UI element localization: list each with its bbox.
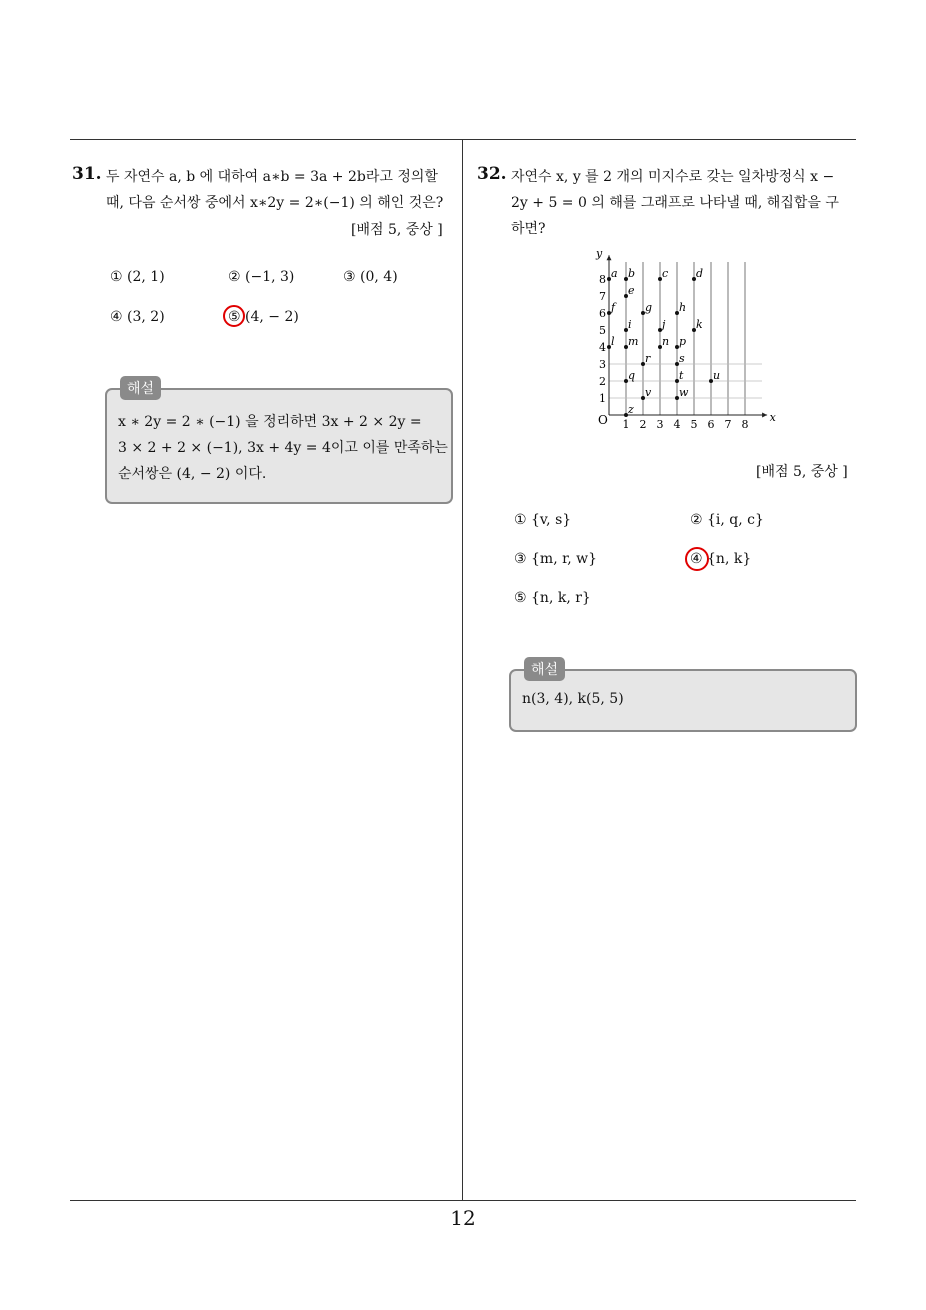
- choice-text: {v, s}: [531, 512, 572, 528]
- point-label-m: m: [628, 335, 639, 348]
- point-label-w: w: [679, 386, 689, 399]
- x-tick-label: 4: [673, 418, 681, 431]
- choice-text: {m, r, w}: [531, 551, 598, 567]
- choice-text: {n, k}: [707, 551, 752, 567]
- choice-text: (4, − 2): [245, 309, 299, 325]
- y-tick-label: 8: [599, 273, 606, 286]
- choice-mark: ③: [343, 269, 356, 285]
- x-tick-label: 1: [622, 418, 630, 431]
- choice-mark: ⑤: [228, 309, 241, 325]
- point-label-e: e: [628, 284, 635, 297]
- question-text-line: 자연수 x, y 를 2 개의 미지수로 갖는 일차방정식 x −: [511, 169, 835, 185]
- point-label-b: b: [628, 267, 636, 280]
- point-label-k: k: [696, 318, 703, 331]
- point-label-s: s: [679, 352, 685, 365]
- choice-1[interactable]: [514, 512, 571, 528]
- x-tick-label: 6: [707, 418, 715, 431]
- solution-text-line: n(3, 4), k(5, 5): [522, 691, 624, 707]
- question-text-line: 2y + 5 = 0 의 해를 그래프로 나타낼 때, 해집합을 구: [511, 195, 839, 211]
- point-label-h: h: [679, 301, 687, 314]
- solution-text-line: 순서쌍은 (4, − 2) 이다.: [118, 466, 267, 482]
- column-divider: [462, 139, 463, 1201]
- point-label-d: d: [696, 267, 704, 280]
- point-label-t: t: [679, 369, 684, 382]
- choice-text: (0, 4): [360, 269, 398, 285]
- coordinate-graph: [590, 247, 776, 432]
- point-label-a: a: [611, 267, 618, 280]
- y-axis-label: y: [596, 247, 603, 261]
- choice-text: (3, 2): [127, 309, 165, 325]
- page-number: 12: [450, 1206, 476, 1230]
- choice-mark: ④: [110, 309, 123, 325]
- y-tick-label: 2: [599, 375, 606, 388]
- choice-text: (2, 1): [127, 269, 165, 285]
- y-tick-label: 4: [599, 341, 606, 354]
- answer-circle-mark: [223, 305, 245, 327]
- point-label-p: p: [679, 335, 687, 348]
- question-number: 32.: [477, 164, 507, 184]
- choice-mark: ⑤: [514, 590, 527, 606]
- choice-text: {n, k, r}: [531, 590, 591, 606]
- y-tick-label: 5: [599, 324, 606, 337]
- question-text-line: 두 자연수 a, b 에 대하여 a∗b = 3a + 2b라고 정의할: [106, 169, 438, 185]
- solution-tag: 해설: [120, 376, 161, 400]
- x-tick-label: 5: [690, 418, 698, 431]
- choice-text: (−1, 3): [245, 269, 295, 285]
- point-label-j: j: [662, 318, 666, 331]
- point-label-u: u: [713, 369, 721, 382]
- x-tick-label: 3: [656, 418, 664, 431]
- solution-text-line: x ∗ 2y = 2 ∗ (−1) 을 정리하면 3x + 2 × 2y =: [118, 414, 422, 430]
- top-rule: [70, 139, 856, 140]
- y-tick-label: 1: [599, 392, 606, 405]
- choice-3[interactable]: [514, 551, 597, 567]
- point-label-g: g: [645, 301, 653, 314]
- choice-mark: ①: [514, 512, 527, 528]
- x-tick-label: 8: [741, 418, 749, 431]
- point-label-n: n: [662, 335, 670, 348]
- choice-mark: ①: [110, 269, 123, 285]
- origin-label: O: [598, 413, 608, 427]
- x-tick-label: 7: [724, 418, 732, 431]
- point-label-f: f: [611, 301, 616, 314]
- score-label: [배점 5, 중상 ]: [351, 222, 443, 238]
- x-tick-label: 2: [639, 418, 647, 431]
- question-text-line: 때, 다음 순서쌍 중에서 x∗2y = 2∗(−1) 의 해인 것은?: [106, 195, 444, 211]
- y-tick-label: 6: [599, 307, 606, 320]
- point-label-i: i: [628, 318, 632, 331]
- x-axis-arrow: [762, 413, 767, 418]
- y-tick-label: 3: [599, 358, 606, 371]
- choice-3[interactable]: [343, 269, 398, 285]
- choice-mark: ③: [514, 551, 527, 567]
- point-label-l: l: [611, 335, 615, 348]
- choice-mark: ②: [228, 269, 241, 285]
- point-label-q: q: [628, 369, 636, 382]
- x-axis-label: x: [769, 411, 776, 424]
- choice-1[interactable]: [110, 269, 165, 285]
- point-label-z: z: [628, 403, 634, 416]
- point-label-r: r: [645, 352, 651, 365]
- answer-circle-mark: [685, 547, 709, 571]
- choice-mark: ④: [690, 551, 703, 567]
- bottom-rule: [70, 1200, 856, 1201]
- choice-mark: ②: [690, 512, 703, 528]
- y-axis-arrow: [607, 255, 612, 260]
- solution-text-line: 3 × 2 + 2 × (−1), 3x + 4y = 4이고 이를 만족하는: [118, 440, 448, 456]
- question-number: 31.: [72, 164, 102, 184]
- choice-2[interactable]: [690, 512, 764, 528]
- choice-4[interactable]: [110, 309, 165, 325]
- solution-tag: 해설: [524, 657, 565, 681]
- y-tick-label: 7: [599, 290, 606, 303]
- point-label-c: c: [662, 267, 669, 280]
- point-label-v: v: [645, 386, 652, 399]
- question-text-line: 하면?: [511, 221, 546, 237]
- score-label: [배점 5, 중상 ]: [756, 464, 848, 480]
- choice-text: {i, q, c}: [707, 512, 764, 528]
- choice-2[interactable]: [228, 269, 294, 285]
- choice-5[interactable]: [514, 590, 591, 606]
